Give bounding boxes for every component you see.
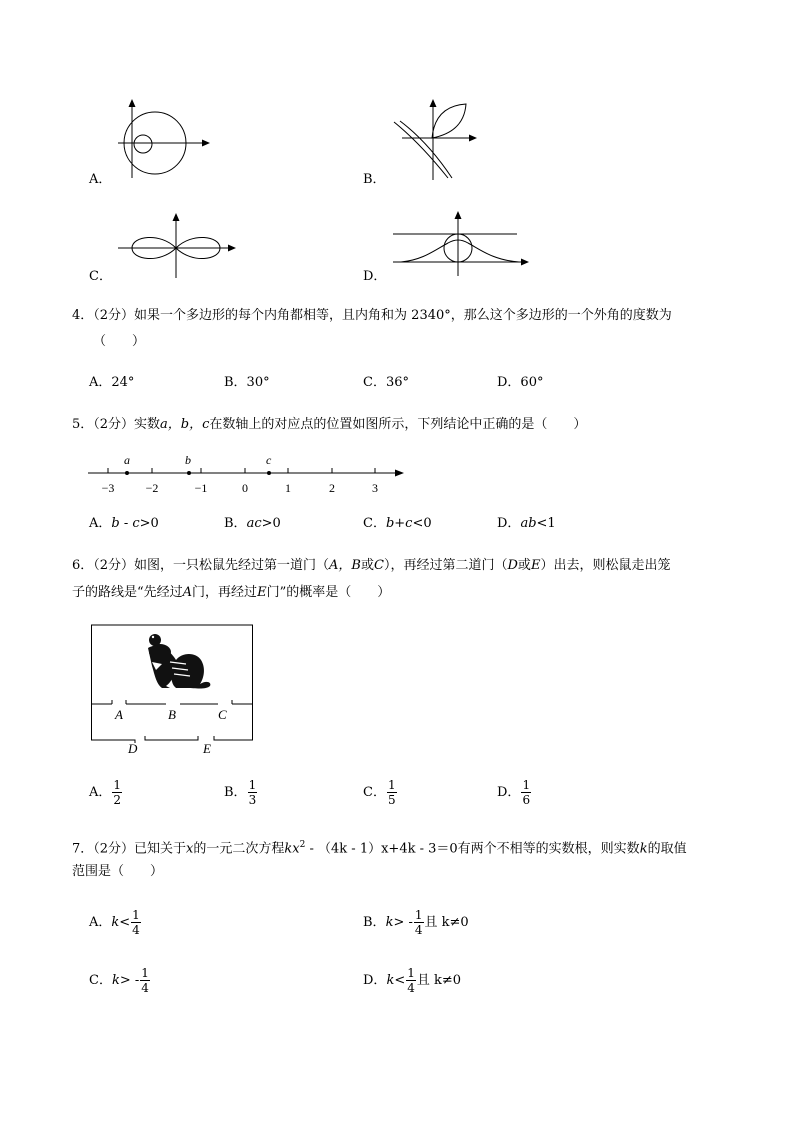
number-line	[88, 450, 418, 500]
q3-label-a: A．	[89, 172, 112, 187]
point-c	[267, 471, 271, 475]
q5-option-c: C．b+c<0	[363, 516, 432, 531]
graph-d	[393, 210, 543, 280]
q5-option-b: B．ac>0	[224, 516, 281, 531]
q5-stem	[72, 416, 586, 434]
gate-label-b: B	[168, 707, 176, 722]
point-b	[187, 471, 191, 475]
tick-label: 0	[242, 481, 248, 495]
q6-option-d: D． $\frac{1}{6}$	[497, 778, 531, 807]
point-a	[125, 471, 129, 475]
q4-option-c: C．36°	[363, 375, 409, 390]
q5-suffix: 在数轴上的对应点的位置如图所示，下列结论中正确的是（ ）	[209, 417, 587, 432]
gate-label-d: D	[128, 741, 138, 756]
squirrel-icon	[148, 634, 210, 689]
tick-label: −2	[145, 481, 159, 495]
q7-option-a: A．k< $\frac{1}{4}$	[89, 908, 140, 937]
point-label-b: b	[185, 453, 191, 467]
q5-prefix: 5．（2分）实数	[72, 417, 161, 432]
q4-line2: （ ）	[93, 334, 146, 349]
tick-label: 2	[329, 481, 335, 495]
point-label-a: a	[124, 453, 130, 467]
q4-line1: 4．（2分）如果一个多边形的每个内角都相等，且内角和为 2340°，那么这个多边形的一个外角的度数为	[72, 308, 672, 323]
q5-vars: a，b，c	[160, 417, 210, 432]
q5-option-d: D．ab<1	[497, 516, 556, 531]
q7-line2: 范围是（ ）	[72, 864, 164, 879]
q6-line2: 子的路线是“先经过A门，再经过E门”的概率是（ ）	[72, 585, 391, 600]
q6-option-b: B． $\frac{1}{3}$	[224, 778, 257, 807]
gate-label-e: E	[203, 741, 211, 756]
q3-label-c: C．	[89, 269, 112, 284]
graph-b	[390, 98, 510, 188]
q6-option-a: A． $\frac{1}{2}$	[89, 778, 122, 807]
point-label-c: c	[266, 453, 272, 467]
q5-option-a: A．b - c>0	[89, 516, 159, 531]
tick-label: 3	[372, 481, 378, 495]
q6-line1: 6．（2分）如图，一只松鼠先经过第一道门（A，B或C），再经过第二道门（D或E）出去，则松鼠走出笼	[72, 558, 671, 573]
q3-label-d: D．	[363, 269, 387, 284]
squirrel-cage-diagram	[90, 622, 260, 756]
tick-label: −3	[101, 481, 115, 495]
gate-label-a: A	[115, 707, 123, 722]
q4-option-a: A．24°	[89, 375, 135, 390]
q3-label-b: B．	[363, 172, 386, 187]
q6-option-c: C． $\frac{1}{5}$	[363, 778, 396, 807]
q7-option-c: C．k> - $\frac{1}{4}$	[89, 966, 149, 995]
graph-a	[118, 98, 238, 188]
q7-option-d: D．k< $\frac{1}{4}$ 且 k≠0	[363, 966, 462, 995]
q4-option-d: D．60°	[497, 375, 544, 390]
q7-option-b: B．k> - $\frac{1}{4}$ 且 k≠0	[363, 908, 469, 937]
q4-option-b: B．30°	[224, 375, 270, 390]
tick-label: −1	[194, 481, 208, 495]
q7-line1: 7．（2分）已知关于x的一元二次方程$kx^2 - (4k - 1)x+4k - 3=0$有两个不相等的实数根，则实数k的取值	[72, 840, 687, 857]
gate-label-c: C	[218, 707, 227, 722]
graph-c	[118, 212, 258, 282]
tick-label: 1	[285, 481, 291, 495]
